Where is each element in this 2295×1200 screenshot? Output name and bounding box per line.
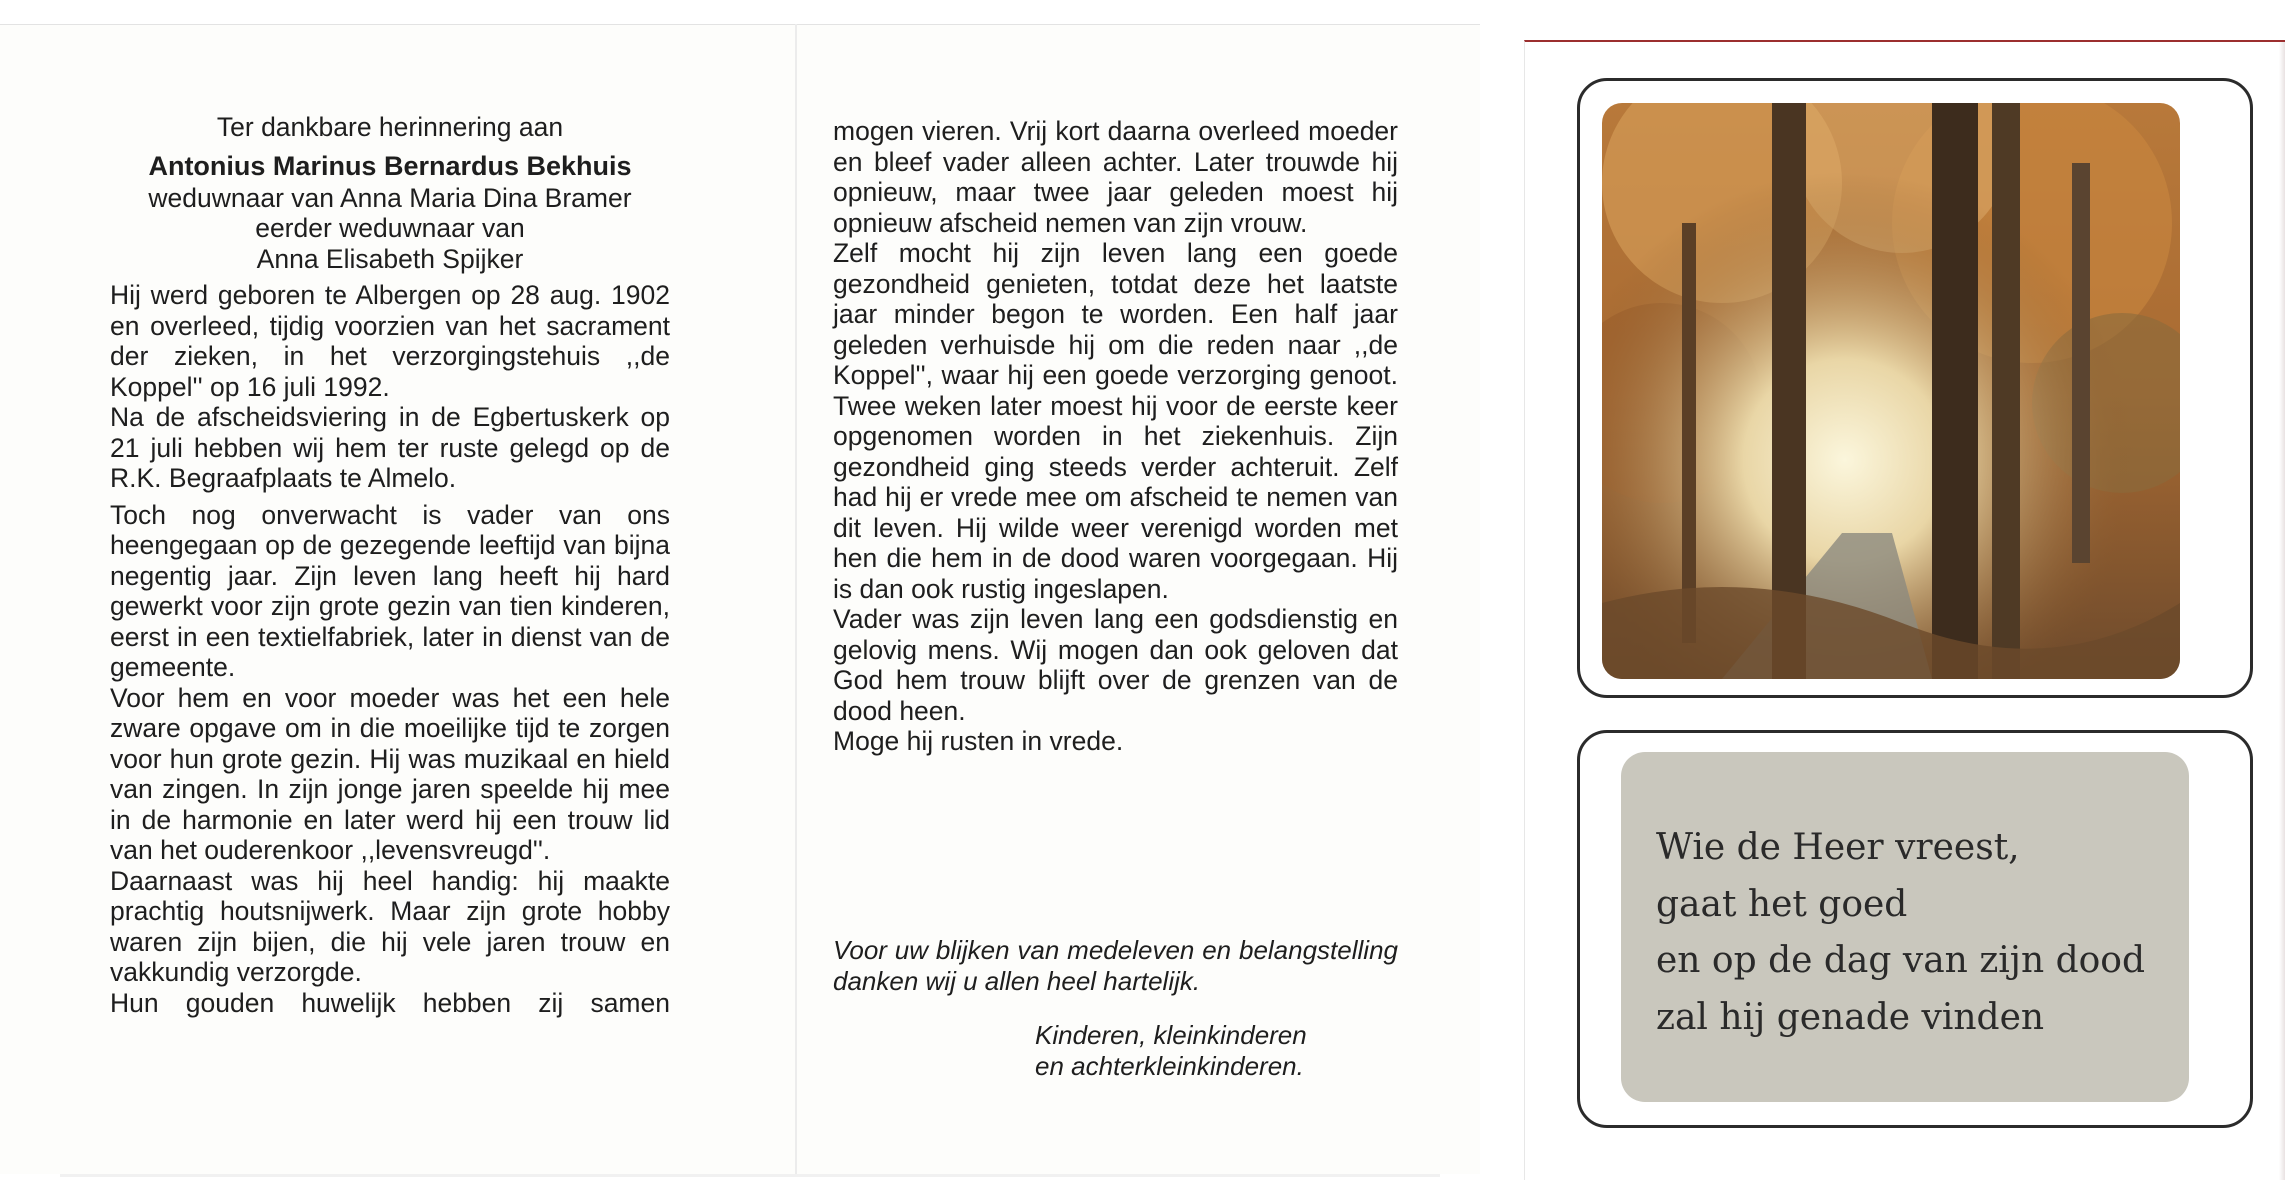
golden-wedding-paragraph: Hun gouden huwelijk hebben zij samen — [110, 987, 670, 1018]
signature — [1035, 1020, 1435, 1082]
funeral-paragraph: Na de afscheidsviering in de Egbertuskerk op 21 juli hebben wij hem ter ruste gelegd op de R.K. Begraafplaats te Almelo. — [110, 402, 670, 493]
fold-line — [795, 24, 797, 1174]
rest-in-peace: Moge hij rusten in vrede. — [833, 726, 1124, 756]
intro-line: Ter dankbare herinnering aan — [216, 112, 564, 142]
verse-line-1: Wie de Heer vreest, — [1656, 827, 2020, 868]
verse-line-3: en op de dag van zijn dood — [1656, 940, 2146, 981]
autumn-forest-image — [1602, 103, 2180, 679]
health-paragraph: Zelf mocht hij zijn leven lang een goede gezondheid genieten, totdat deze het laatste jaar minder begon te worden. Een half jaar geleden verhuisde hij om die reden naar ,,de Koppel'', waar hij een goede verzorging genoot. Twee weken later moest hij voor de eerste keer opgenomen worden in het ziekenhuis. Zijn gezondheid ging steeds verder achteruit. Zelf had hij er vrede mee om afscheid te nemen van dit leven. Hij wilde weer verenigd worden met hen die hem in de dood waren voorgegaan. Hij is dan ook rustig ingeslapen. — [833, 238, 1398, 604]
deceased-name: Antonius Marinus Bernardus Bekhuis — [148, 150, 632, 181]
verse-line-2: gaat het goed — [1656, 883, 1908, 925]
birth-death-paragraph: Hij werd geboren te Albergen op 28 aug. 1902 en overleed, tijdig voorzien van het sacrament der zieken, in het verzorgingstehuis ,,de Koppel'' op 16 juli 1992. — [110, 280, 670, 402]
remarriage-paragraph: mogen vieren. Vrij kort daarna overleed moeder en bleef vader alleen achter. Later trouwde hij opnieuw, maar twee jaar geleden moest hij opnieuw afscheid nemen van zijn vrouw. — [833, 116, 1398, 238]
card-bottom-edge — [60, 1174, 1440, 1177]
widower-line-3: Anna Elisabeth Spijker — [256, 243, 524, 274]
scripture-verse — [1656, 820, 2176, 1046]
family-paragraph: Voor hem en voor moeder was het een hele zware opgave om in die moeilijke tijd te zorgen voor hun grote gezin. Hij was muzikaal en hield van zingen. In zijn jonge jaren speelde hij mee in de harmonie en later werd hij een trouw lid van het ouderenkoor ,,levensvreugd''. — [110, 682, 670, 865]
verse-line-4: zal hij genade vinden — [1656, 996, 2045, 1038]
life-paragraph: Toch nog onverwacht is vader van ons heengegaan op de gezegende leeftijd van bijna negentig jaar. Zijn leven lang heeft hij hard gewerkt voor zijn grote gezin van tien kinderen, eerst in een textielfabriek, later in dienst van de gemeente. — [110, 499, 670, 682]
signature-line-2: en achterkleinkinderen. — [1035, 1051, 1304, 1081]
thanks-text: Voor uw blijken van medeleven en belangstelling danken wij u allen heel hartelijk. — [833, 935, 1398, 996]
faith-paragraph: Vader was zijn leven lang een godsdienstig en gelovig mens. Wij mogen dan ook geloven dat God hem trouw blijft over de grenzen van de dood heen. — [833, 604, 1398, 726]
left-text-column — [110, 112, 670, 1018]
hobby-paragraph: Daarnaast was hij heel handig: hij maakte prachtig houtsnijwerk. Maar zijn grote hobby waren zijn bijen, die hij vele jaren trouw en vakkundig verzorgde. — [110, 865, 670, 987]
right-text-column — [833, 116, 1398, 757]
signature-line-1: Kinderen, kleinkinderen — [1035, 1020, 1307, 1050]
widower-line-2: eerder weduwnaar van — [255, 213, 525, 243]
widower-line-1: weduwnaar van Anna Maria Dina Bramer — [148, 182, 632, 213]
